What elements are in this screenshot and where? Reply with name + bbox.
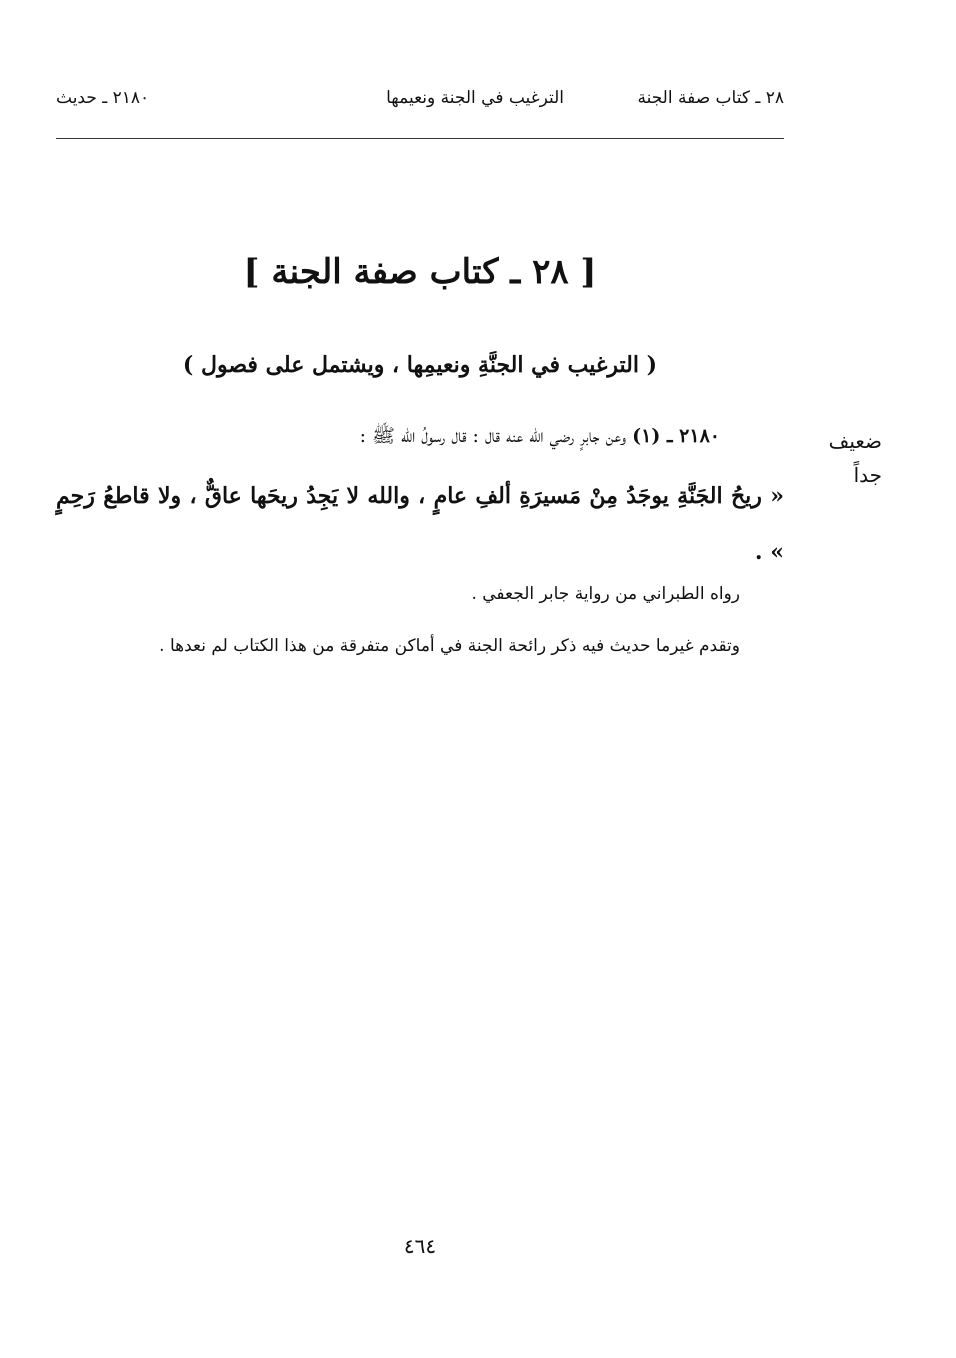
hadith-number: ٢١٨٠ ـ (١) bbox=[632, 425, 720, 447]
page-number: ٤٦٤ bbox=[403, 1234, 437, 1258]
header-hadith-reference: ٢١٨٠ ـ حديث bbox=[56, 88, 150, 108]
hadith-intro bbox=[360, 424, 720, 452]
grading-line-2: جداً bbox=[853, 463, 882, 487]
running-header bbox=[56, 88, 784, 118]
hadith-grading bbox=[802, 424, 882, 492]
book-title: [ ٢٨ ـ كتاب صفة الجنة ] bbox=[243, 252, 597, 292]
chapter-subtitle: ( الترغيب في الجنَّةِ ونعيمِها ، ويشتمل على فصول ) bbox=[182, 352, 658, 378]
header-section-title: الترغيب في الجنة ونعيمها bbox=[386, 88, 564, 108]
compiler-note: وتقدم غيرما حديث فيه ذكر رائحة الجنة في أماكن متفرقة من هذا الكتاب لم نعدها . bbox=[159, 636, 740, 656]
header-chapter-title: ٢٨ ـ كتاب صفة الجنة bbox=[637, 88, 784, 108]
source-note: رواه الطبراني من رواية جابر الجعفي . bbox=[471, 584, 740, 604]
hadith-text: « ريحُ الجَنَّةِ يوجَدُ مِنْ مَسيرَةِ ألفِ عامٍ ، والله لا يَجِدُ ريحَها عاقٌّ ، ولا قاطعُ رَحِمٍ » . bbox=[56, 483, 784, 565]
hadith-narration-intro: وعن جابرٍ رضي الله عنه قال : قال رسولُ الله ﷺ : bbox=[359, 425, 627, 447]
grading-line-1: ضعيف bbox=[828, 429, 882, 453]
header-divider bbox=[56, 138, 784, 139]
